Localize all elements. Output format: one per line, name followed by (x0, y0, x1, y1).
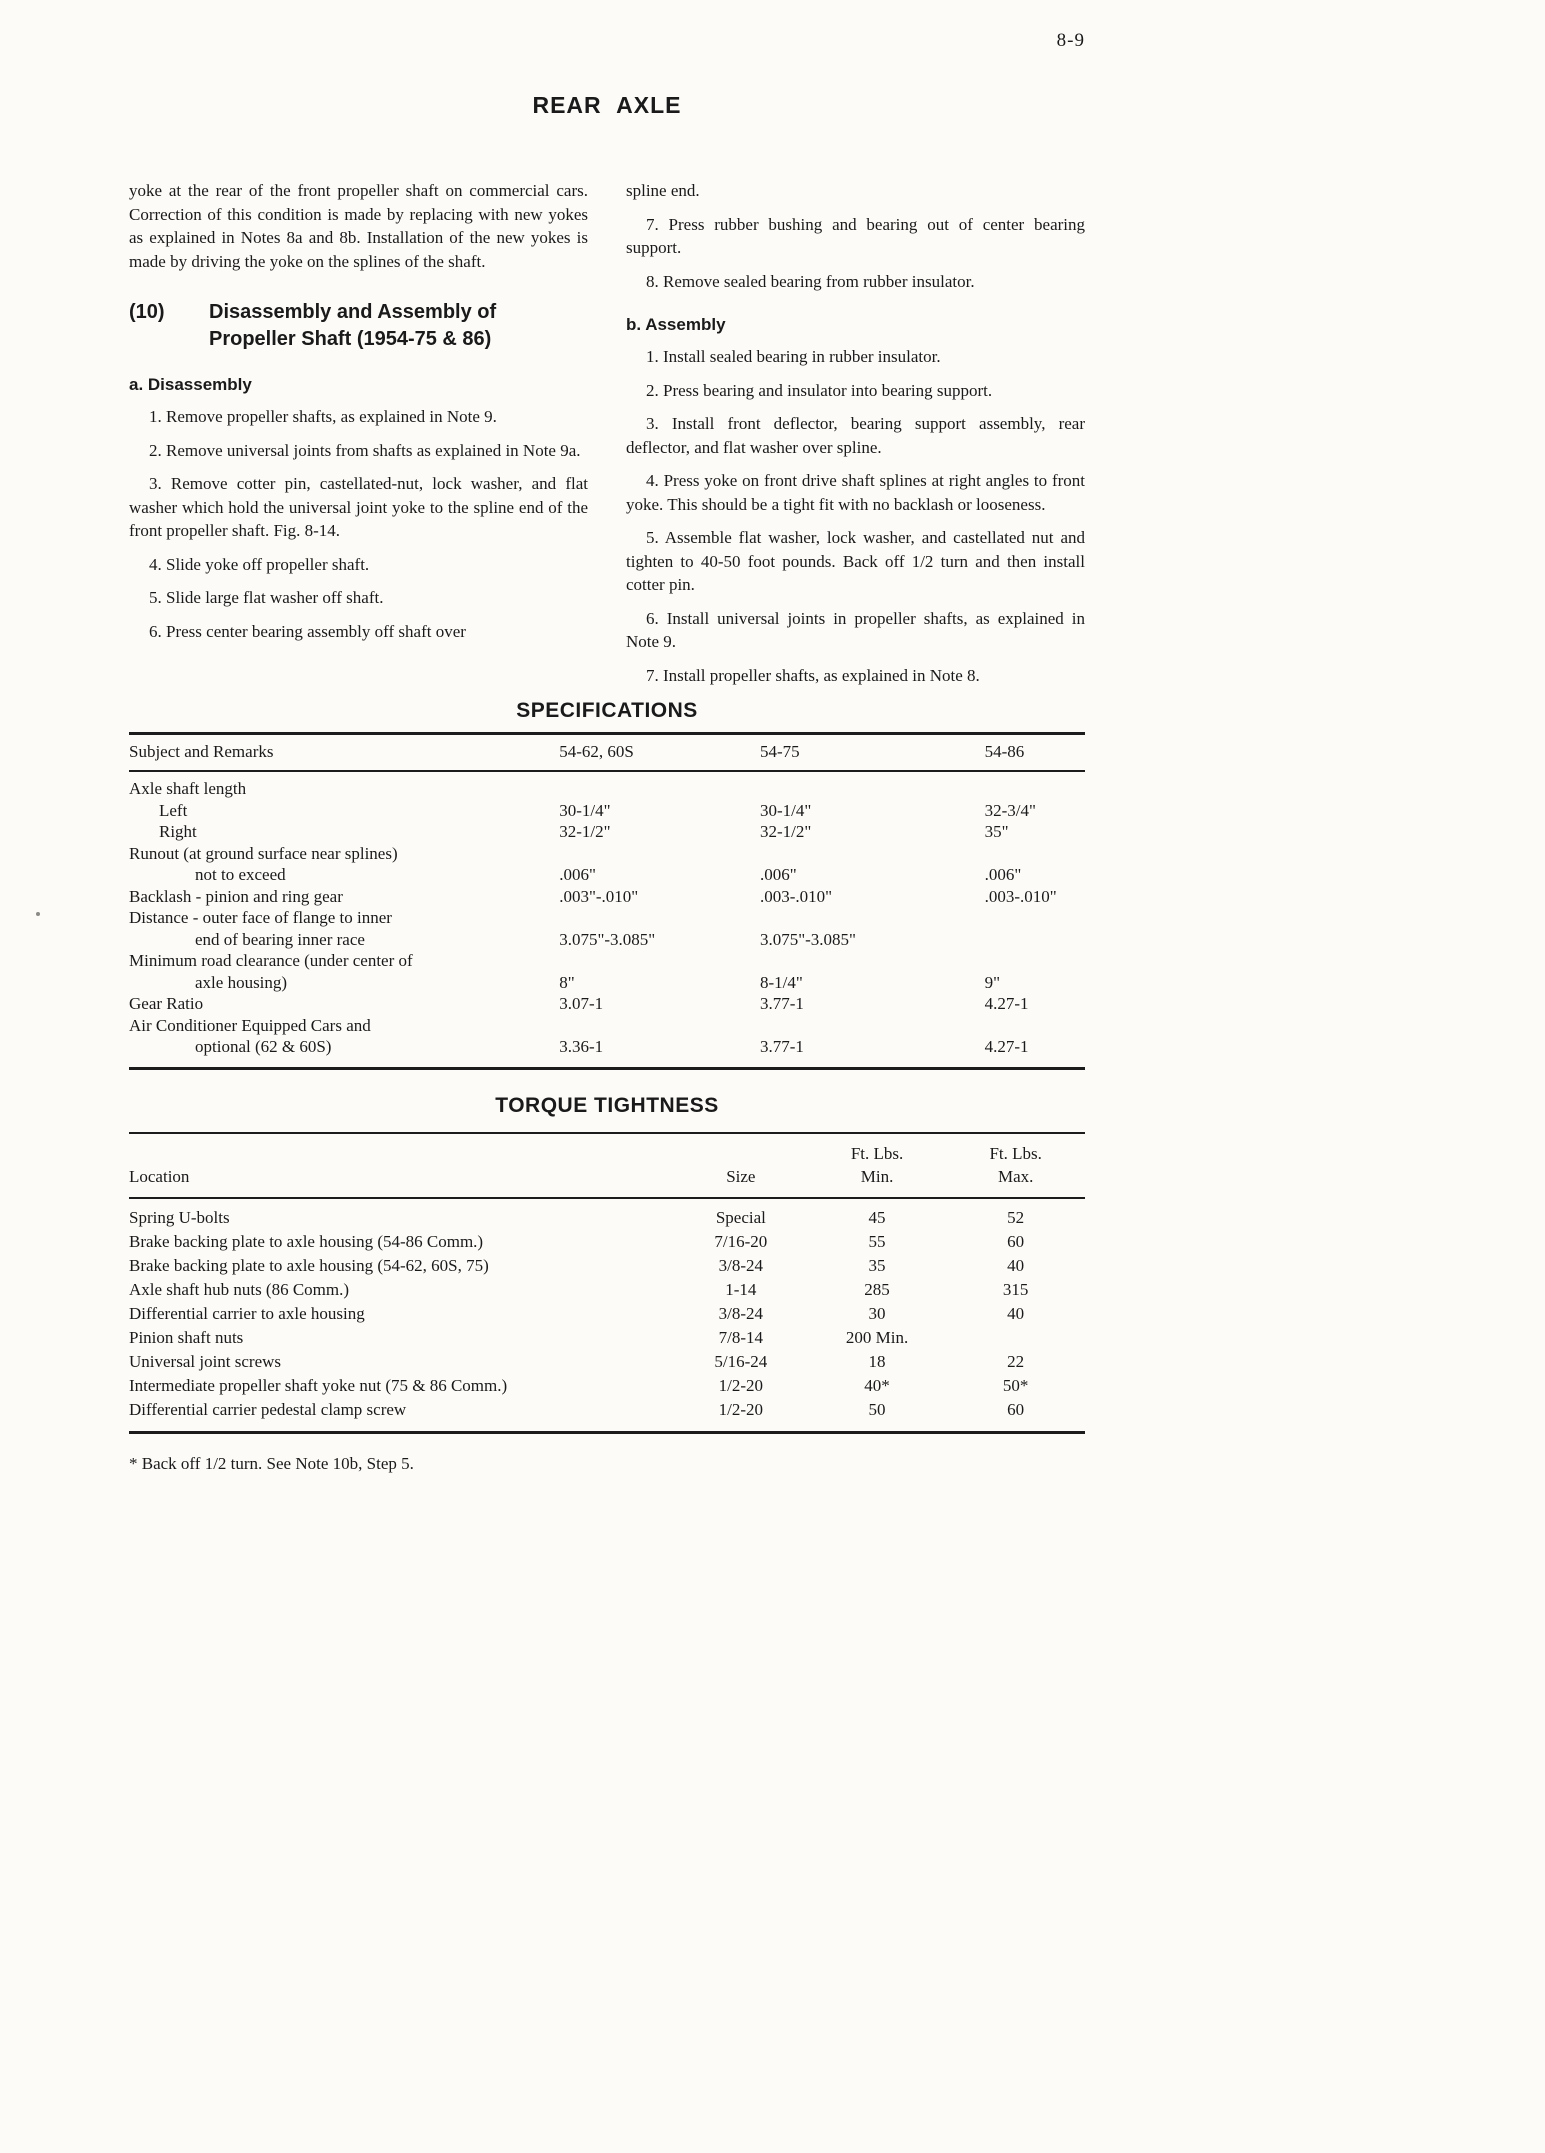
spec-value-54-75 (760, 771, 985, 800)
torque-location: Brake backing plate to axle housing (54-62, 60S, 75) (129, 1255, 489, 1275)
spec-row (129, 1015, 1085, 1037)
spec-value-54-86 (985, 1015, 1085, 1037)
torque-max-value (946, 1326, 1085, 1350)
page-number: 8-9 (1056, 30, 1085, 51)
torque-size: 1/2-20 (718, 1399, 764, 1419)
spec-value-54-86: 9" (984, 972, 1001, 992)
torque-row (129, 1326, 1085, 1350)
assembly-steps (626, 345, 1085, 687)
disassembly-step: 2. Remove universal joints from shafts as explained in Note 9a. (149, 440, 581, 460)
spec-row (129, 886, 1085, 908)
torque-location: Spring U-bolts (129, 1207, 230, 1227)
torque-row (129, 1398, 1085, 1433)
spec-value-54-86: 32-3/4" (984, 800, 1036, 820)
spec-value-54-62-60s: 3.07-1 (559, 994, 604, 1013)
spec-row (129, 864, 1085, 886)
torque-max-value: 315 (1002, 1279, 1029, 1299)
torque-header-min-unit: Ft. Lbs. (850, 1143, 904, 1163)
spec-value-54-86 (985, 843, 1085, 865)
right-column (626, 179, 1085, 687)
spec-header-row (129, 734, 1085, 772)
scan-artifact (36, 912, 40, 916)
spec-subject: Backlash - pinion and ring gear (129, 886, 343, 906)
spec-value-54-86: 4.27-1 (984, 994, 1029, 1013)
disassembly-step: 7. Press rubber bushing and bearing out of center bearing support. (626, 214, 1085, 257)
spec-subject: Gear Ratio (129, 994, 204, 1013)
footnote: * Back off 1/2 turn. See Note 10b, Step 5. (129, 1453, 414, 1473)
spec-value-54-62-60s (559, 907, 760, 929)
spec-subject: Minimum road clearance (under center of (129, 951, 413, 970)
torque-min-value: 40* (864, 1375, 890, 1395)
torque-max-value: 40 (1007, 1255, 1025, 1275)
torque-size: 7/16-20 (714, 1231, 768, 1251)
page-title: REAR AXLE (532, 92, 682, 118)
spec-header-54-62-60s: 54-62, 60S (559, 734, 760, 772)
torque-size: 1/2-20 (718, 1375, 764, 1395)
torque-min-value: 55 (868, 1231, 886, 1251)
spec-value-54-62-60s: 3.36-1 (559, 1037, 604, 1056)
torque-header-max-label: Max. (997, 1166, 1034, 1186)
spec-header-subject: Subject and Remarks (129, 734, 559, 772)
continuation-paragraph: yoke at the rear of the front propeller shaft on commercial cars. Correction of this condition is made by replacing with new yokes as explained in Notes 8a and 8b. Installation of the new yokes is made by driving the yoke on the splines of the shaft. (129, 181, 588, 271)
section-title (209, 299, 496, 353)
assembly-step: 3. Install front deflector, bearing support assembly, rear deflector, and flat washer over spline. (626, 414, 1085, 457)
torque-size: 3/8-24 (718, 1303, 764, 1323)
spec-subject: Air Conditioner Equipped Cars and (129, 1015, 371, 1035)
disassembly-step: 8. Remove sealed bearing from rubber insulator. (646, 271, 975, 291)
torque-location: Differential carrier pedestal clamp screw (129, 1399, 407, 1419)
spec-row (129, 821, 1085, 843)
spec-value-54-86: .003-.010" (984, 886, 1057, 906)
spec-value-54-62-60s: .003"-.010" (559, 886, 639, 906)
torque-max-value: 22 (1007, 1351, 1025, 1371)
spec-value-54-75: 8-1/4" (759, 972, 803, 992)
spec-subject: Runout (at ground surface near splines) (129, 843, 398, 863)
spec-value-54-75 (760, 907, 985, 929)
torque-header-location: Location (129, 1133, 674, 1198)
spec-value-54-62-60s (559, 843, 760, 865)
torque-row (129, 1278, 1085, 1302)
subsection-a-heading: a. Disassembly (129, 375, 252, 394)
torque-location: Pinion shaft nuts (129, 1327, 244, 1347)
spec-subject: Right (159, 822, 197, 841)
torque-header-max (946, 1133, 1085, 1198)
disassembly-step: 4. Slide yoke off propeller shaft. (149, 554, 370, 574)
spec-subject: end of bearing inner race (195, 929, 365, 949)
torque-header-min-label: Min. (860, 1166, 894, 1186)
torque-tightness-table (129, 1132, 1085, 1434)
spec-value-54-86: 35" (984, 822, 1009, 841)
torque-row (129, 1198, 1085, 1230)
disassembly-step: 5. Slide large flat washer off shaft. (149, 588, 384, 607)
torque-size: 5/16-24 (714, 1351, 768, 1371)
spec-value-54-86 (985, 771, 1085, 800)
left-column (129, 179, 588, 687)
spec-row (129, 950, 1085, 972)
disassembly-steps (129, 405, 588, 643)
torque-header-size: Size (674, 1133, 808, 1198)
torque-location: Brake backing plate to axle housing (54-86 Comm.) (129, 1231, 484, 1251)
spec-row (129, 972, 1085, 994)
torque-header-min (808, 1133, 947, 1198)
spec-subject: Distance - outer face of flange to inner (129, 908, 392, 927)
spec-value-54-62-60s: 3.075"-3.085" (559, 929, 656, 949)
disassembly-step: 6. Press center bearing assembly off shaft over (149, 621, 466, 641)
subsection-b-heading: b. Assembly (626, 315, 726, 334)
spec-header-54-86: 54-86 (985, 734, 1085, 772)
spec-row (129, 907, 1085, 929)
torque-min-value: 18 (868, 1351, 886, 1371)
spec-value-54-75: 32-1/2" (759, 822, 812, 841)
spec-subject: axle housing) (195, 972, 288, 992)
torque-min-value: 50 (868, 1399, 886, 1419)
spec-value-54-75 (760, 950, 985, 972)
spec-subject: optional (62 & 60S) (195, 1037, 332, 1056)
spec-value-54-75: 3.075"-3.085" (759, 929, 856, 949)
assembly-step: 4. Press yoke on front drive shaft splines at right angles to front yoke. This should be a tight fit with no backlash or looseness. (626, 471, 1085, 514)
spec-row (129, 929, 1085, 951)
section-10-heading (129, 299, 588, 353)
torque-row (129, 1254, 1085, 1278)
disassembly-step: 3. Remove cotter pin, castellated-nut, lock washer, and flat washer which hold the universal joint yoke to the spline end of the front propeller shaft. Fig. 8-14. (129, 474, 588, 540)
torque-row (129, 1302, 1085, 1326)
specifications-table (129, 732, 1085, 1070)
torque-min-value: 30 (868, 1303, 886, 1323)
spec-value-54-62-60s (559, 771, 760, 800)
torque-min-value: 200 Min. (845, 1327, 909, 1347)
spec-row (129, 1036, 1085, 1068)
torque-max-value: 52 (1007, 1207, 1025, 1227)
continuation-text: spline end. (626, 181, 700, 200)
torque-tightness-title: TORQUE TIGHTNESS (495, 1093, 719, 1117)
torque-header-row (129, 1133, 1085, 1198)
torque-location: Axle shaft hub nuts (86 Comm.) (129, 1279, 350, 1299)
spec-value-54-75: .006" (759, 865, 797, 884)
spec-row (129, 771, 1085, 800)
spec-row (129, 800, 1085, 822)
torque-row (129, 1374, 1085, 1398)
spec-value-54-75: 3.77-1 (759, 994, 804, 1013)
torque-min-value: 35 (868, 1255, 886, 1275)
spec-value-54-62-60s: 30-1/4" (559, 800, 611, 820)
section-number: (10) (129, 301, 165, 323)
spec-value-54-86 (985, 907, 1085, 929)
spec-row (129, 993, 1085, 1015)
torque-location: Differential carrier to axle housing (129, 1303, 365, 1323)
torque-location: Universal joint screws (129, 1351, 282, 1371)
spec-value-54-62-60s: 32-1/2" (559, 822, 611, 841)
torque-size: 3/8-24 (718, 1255, 764, 1275)
spec-value-54-86 (985, 950, 1085, 972)
torque-max-value: 60 (1007, 1231, 1025, 1251)
torque-size: Special (715, 1207, 766, 1227)
assembly-step: 7. Install propeller shafts, as explained in Note 8. (646, 665, 980, 685)
torque-max-value: 40 (1007, 1303, 1025, 1323)
spec-value-54-75: 3.77-1 (759, 1037, 804, 1056)
disassembly-steps-continued (626, 213, 1085, 294)
assembly-step: 6. Install universal joints in propeller shafts, as explained in Note 9. (626, 608, 1085, 651)
torque-location: Intermediate propeller shaft yoke nut (75 & 86 Comm.) (129, 1375, 508, 1395)
torque-row (129, 1230, 1085, 1254)
spec-header-54-75: 54-75 (760, 734, 985, 772)
spec-value-54-75 (760, 843, 985, 865)
section-title-line2: Propeller Shaft (1954-75 & 86) (209, 328, 492, 350)
spec-subject: Axle shaft length (129, 779, 247, 798)
spec-value-54-75: 30-1/4" (759, 800, 812, 820)
spec-subject: Left (159, 800, 188, 820)
torque-min-value: 285 (864, 1279, 890, 1299)
spec-value-54-86: 4.27-1 (984, 1037, 1029, 1056)
torque-row (129, 1350, 1085, 1374)
torque-min-value: 45 (868, 1207, 886, 1227)
torque-max-value: 60 (1007, 1399, 1025, 1419)
assembly-step: 1. Install sealed bearing in rubber insulator. (646, 347, 941, 366)
page-content (129, 0, 1085, 1491)
torque-size: 7/8-14 (718, 1327, 764, 1347)
spec-value-54-62-60s (559, 950, 760, 972)
spec-row (129, 843, 1085, 865)
spec-value-54-75: .003-.010" (759, 886, 833, 906)
torque-size: 1-14 (725, 1279, 757, 1299)
spec-value-54-62-60s (559, 1015, 760, 1037)
spec-value-54-62-60s: 8" (559, 972, 575, 992)
spec-subject: not to exceed (195, 865, 286, 884)
assembly-step: 2. Press bearing and insulator into bearing support. (646, 380, 993, 400)
torque-header-max-unit: Ft. Lbs. (989, 1143, 1042, 1163)
torque-max-value: 50* (1002, 1375, 1029, 1395)
section-title-line1: Disassembly and Assembly of (209, 301, 497, 323)
spec-value-54-75 (760, 1015, 985, 1037)
two-column-body (129, 179, 1085, 687)
spec-value-54-62-60s: .006" (559, 865, 596, 884)
specifications-title: SPECIFICATIONS (516, 699, 698, 722)
disassembly-step: 1. Remove propeller shafts, as explained in Note 9. (149, 407, 497, 426)
spec-value-54-86: .006" (984, 865, 1022, 884)
spec-value-54-86 (985, 929, 1085, 951)
assembly-step: 5. Assemble flat washer, lock washer, and castellated nut and tighten to 40-50 foot pounds. Back off 1/2 turn and then install cotter pin. (626, 528, 1085, 594)
